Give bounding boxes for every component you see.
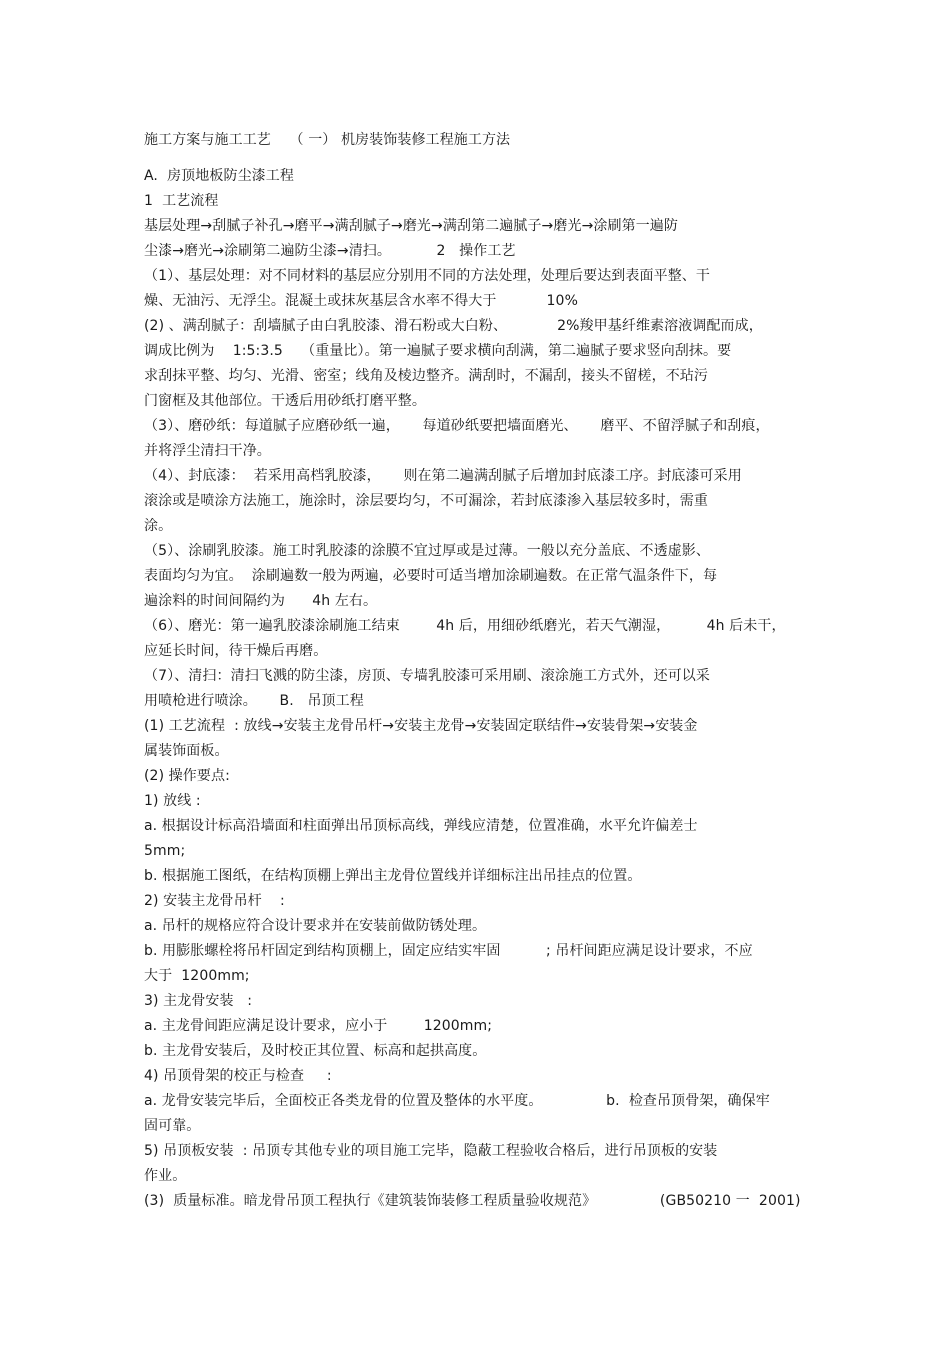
text-line: (2) 、满刮腻子：刮墙腻子由白乳胶漆、滑石粉或大白粉、 2%羧甲基纤维素溶液调配而成，	[144, 318, 763, 334]
text-line: (3) 质量标准。暗龙骨吊顶工程执行《建筑装饰装修工程质量验收规范》 (GB50210 一 2001)	[144, 1193, 801, 1209]
text-line: 4) 吊顶骨架的校正与检查 :	[144, 1068, 332, 1084]
text-line: 2) 安装主龙骨吊杆 :	[144, 893, 285, 909]
text-line: 涂。	[144, 518, 173, 534]
text-line: （5）、涂刷乳胶漆。施工时乳胶漆的涂膜不宜过厚或是过薄。一般以充分盖底、不透虚影、	[144, 543, 711, 559]
text-line: 5) 吊顶板安装 : 吊顶专其他专业的项目施工完毕，隐蔽工程验收合格后，进行吊顶板的安装	[144, 1143, 718, 1159]
text-line: （6）、磨光：第一遍乳胶漆涂刷施工结束 4h 后，用细砂纸磨光，若天气潮湿， 4h 后未干，	[144, 618, 786, 634]
document-title: 施工方案与施工工艺 （ 一） 机房装饰装修工程施工方法	[144, 132, 511, 148]
text-line: 作业。	[144, 1168, 187, 1184]
text-line: （4）、封底漆： 若采用高档乳胶漆， 则在第二遍满刮腻子后增加封底漆工序。封底漆可采用	[144, 468, 742, 484]
text-line: 调成比例为 1:5:3.5 （重量比）。第一遍腻子要求横向刮满，第二遍腻子要求竖向刮抹。要	[144, 343, 732, 359]
text-line: 求刮抹平整、均匀、光滑、密室；线角及棱边整齐。满刮时，不漏刮，接头不留槎，不玷污	[144, 368, 708, 384]
text-line: 5mm;	[144, 843, 186, 859]
text-line: a. 龙骨安装完毕后，全面校正各类龙骨的位置及整体的水平度。 b. 检查吊顶骨架，确保牢	[144, 1093, 770, 1109]
text-line: b. 用膨胀螺栓将吊杆固定到结构顶棚上，固定应结实牢固 ; 吊杆间距应满足设计要求，不应	[144, 943, 753, 959]
text-line: 遍涂料的时间间隔约为 4h 左右。	[144, 593, 378, 609]
text-line: 并将浮尘清扫干净。	[144, 443, 271, 459]
section-heading-a: A. 房顶地板防尘漆工程	[144, 168, 294, 184]
text-line: (2) 操作要点:	[144, 768, 230, 784]
text-line: b. 根据施工图纸，在结构顶棚上弹出主龙骨位置线并详细标注出吊挂点的位置。	[144, 868, 642, 884]
text-line: 表面均匀为宜。 涂刷遍数一般为两遍，必要时可适当增加涂刷遍数。在正常气温条件下，每	[144, 568, 718, 584]
text-line: 应延长时间，待干燥后再磨。	[144, 643, 328, 659]
text-line: 用喷枪进行喷涂。 B. 吊顶工程	[144, 693, 364, 709]
text-line: 属装饰面板。	[144, 743, 229, 759]
text-line: （7）、清扫：清扫飞溅的防尘漆，房顶、专墙乳胶漆可采用刷、滚涂施工方式外，还可以采	[144, 668, 711, 684]
text-line: 燥、无油污、无浮尘。混凝土或抹灰基层含水率不得大于 10%	[144, 293, 578, 309]
text-line: （3）、磨砂纸：每道腻子应磨砂纸一遍， 每道砂纸要把墙面磨光、 磨平、不留浮腻子和刮痕，	[144, 418, 770, 434]
text-line: 基层处理→刮腻子补孔→磨平→满刮腻子→磨光→满刮第二遍腻子→磨光→涂刷第一遍防	[144, 218, 679, 234]
text-line: 1) 放线 :	[144, 793, 201, 809]
text-line: a. 主龙骨间距应满足设计要求，应小于 1200mm;	[144, 1018, 493, 1034]
subheading-process-flow: 1 工艺流程	[144, 193, 219, 209]
text-line: 滚涂或是喷涂方法施工，施涂时，涂层要均匀，不可漏涂，若封底漆渗入基层较多时，需重	[144, 493, 708, 509]
text-line: 门窗框及其他部位。干透后用砂纸打磨平整。	[144, 393, 426, 409]
text-line: a. 根据设计标高沿墙面和柱面弹出吊顶标高线，弹线应清楚，位置准确，水平允许偏差士	[144, 818, 698, 834]
text-line: (1) 工艺流程 : 放线→安装主龙骨吊杆→安装主龙骨→安装固定联结件→安装骨架→安装金	[144, 718, 698, 734]
text-line: 大于 1200mm;	[144, 968, 250, 984]
text-line: a. 吊杆的规格应符合设计要求并在安装前做防锈处理。	[144, 918, 487, 934]
text-line: b. 主龙骨安装后，及时校正其位置、标高和起拱高度。	[144, 1043, 487, 1059]
text-line: 固可靠。	[144, 1118, 201, 1134]
text-line: 3) 主龙骨安装 :	[144, 993, 253, 1009]
text-line: 尘漆→磨光→涂刷第二遍防尘漆→清扫。 2 操作工艺	[144, 243, 516, 259]
text-line: （1）、基层处理：对不同材料的基层应分别用不同的方法处理，处理后要达到表面平整、干	[144, 268, 711, 284]
